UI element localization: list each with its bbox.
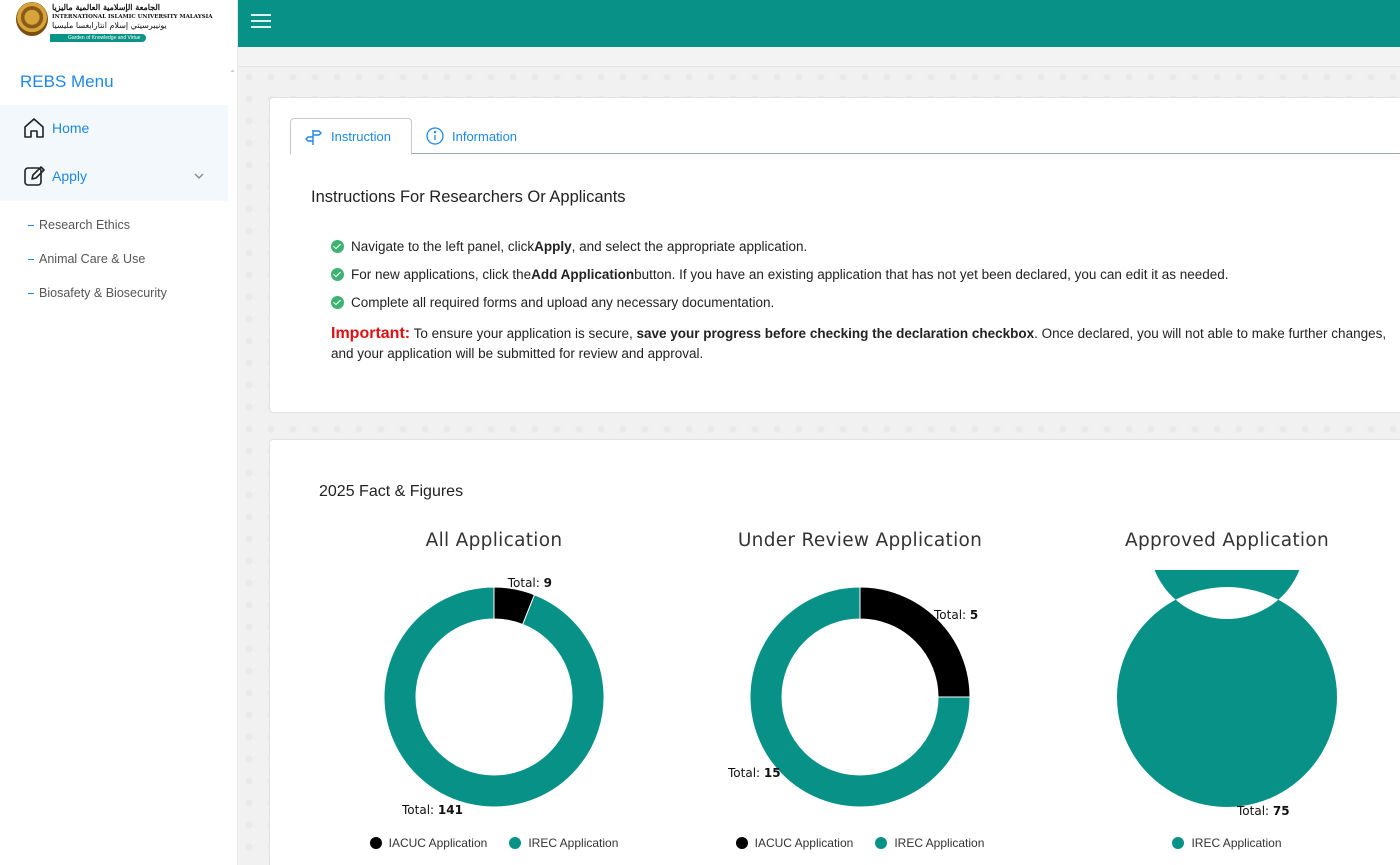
instruction-bold: Add Application <box>531 267 635 282</box>
important-bold: save your progress before checking the declaration checkbox <box>636 326 1035 341</box>
instruction-text: button. If you have an existing application that has not yet been declared, you can edit it as needed. <box>634 267 1229 282</box>
legend-item[interactable] <box>875 836 984 850</box>
menu-title: REBS Menu <box>20 72 114 91</box>
donut-slice[interactable] <box>860 587 970 697</box>
donut-chart <box>324 570 664 830</box>
chart-title: All Application <box>425 530 563 551</box>
important-text: . Once declared, you will not able to make further changes, and your application will be submitted for review and approval. <box>331 326 1387 361</box>
legend-label: IACUC Application <box>754 836 854 850</box>
legend-label: IACUC Application <box>388 836 488 850</box>
submenu-animal-care[interactable] <box>28 252 145 266</box>
sidebar-item-home[interactable] <box>22 115 212 141</box>
tab-information-label: Information <box>452 128 518 144</box>
instruction-text: Navigate to the left panel, click <box>351 239 535 254</box>
university-emblem-icon <box>16 2 48 36</box>
donut-slice[interactable] <box>384 587 604 807</box>
logo-name-malay: يونيبرسيتي إسلام انتارابغسا مليسيا <box>52 21 167 30</box>
instruction-text: For new applications, click the <box>351 267 532 282</box>
legend-swatch <box>1172 837 1184 849</box>
submenu-dash <box>28 225 34 226</box>
important-text: To ensure your application is secure, <box>410 326 637 341</box>
instruction-text: Complete all required forms and upload any necessary documentation. <box>351 295 775 310</box>
facts-title: 2025 Fact & Figures <box>319 483 464 500</box>
slice-total-label: Total: 141 <box>402 803 463 817</box>
sidebar <box>0 0 238 865</box>
submenu-research-ethics[interactable] <box>28 218 130 232</box>
sidebar-item-apply[interactable] <box>22 163 212 189</box>
sidebar-item-home-label: Home <box>52 120 90 136</box>
chevron-down-icon[interactable] <box>192 169 206 183</box>
edit-icon <box>22 164 46 188</box>
important-label: Important: <box>331 325 411 342</box>
home-icon <box>22 116 46 140</box>
chart-all-application <box>324 530 664 860</box>
top-bar <box>238 0 1400 47</box>
hamburger-menu-icon[interactable] <box>251 12 271 30</box>
instructions-card <box>269 97 1400 413</box>
check-circle-icon <box>331 240 344 253</box>
submenu-dash <box>28 293 34 294</box>
chart-approved <box>1057 530 1397 860</box>
legend-swatch <box>509 837 521 849</box>
submenu-animal-care-label: Animal Care & Use <box>39 252 146 266</box>
tab-instruction[interactable] <box>290 118 412 155</box>
check-circle-icon <box>331 296 344 309</box>
legend-item[interactable] <box>736 836 854 850</box>
logo-name-english: INTERNATIONAL ISLAMIC UNIVERSITY MALAYSIA <box>52 14 213 20</box>
slice-total-label: Total: 5 <box>934 607 979 622</box>
university-logo[interactable] <box>14 2 213 44</box>
chart-title: Approved Application <box>1125 530 1329 551</box>
check-circle-icon <box>331 268 344 281</box>
scroll-up-arrow-icon[interactable] <box>230 68 235 73</box>
info-icon <box>426 127 444 145</box>
legend-swatch <box>736 837 748 849</box>
instruction-item <box>331 295 774 310</box>
chart-legend <box>1057 836 1397 850</box>
submenu-dash <box>28 259 34 260</box>
sidebar-item-apply-label: Apply <box>52 168 88 184</box>
legend-swatch <box>370 837 382 849</box>
instructions-title: Instructions For Researchers Or Applicants <box>311 188 626 206</box>
legend-label: IREC Application <box>894 836 985 850</box>
donut-chart <box>1057 570 1397 830</box>
slice-total-label: Total: 15 <box>728 766 781 780</box>
slice-total-label: Total: 9 <box>507 576 552 591</box>
logo-tagline: Garden of Knowledge and Virtue <box>50 34 146 42</box>
legend-item[interactable] <box>509 836 618 850</box>
chart-legend <box>324 836 664 850</box>
submenu-biosafety-label: Biosafety & Biosecurity <box>39 286 167 300</box>
donut-chart <box>690 570 1030 830</box>
instruction-item <box>331 239 807 254</box>
submenu-research-ethics-label: Research Ethics <box>39 218 131 232</box>
instruction-bold: Apply <box>534 239 572 254</box>
legend-label: IREC Application <box>1191 836 1282 850</box>
legend-item[interactable] <box>1172 836 1281 850</box>
facts-card <box>269 439 1400 865</box>
logo-name-arabic: الجامعة الإسلامية العالمية ماليزيا <box>52 2 160 12</box>
chart-title: Under Review Application <box>737 530 983 551</box>
legend-swatch <box>875 837 887 849</box>
instruction-text: , and select the appropriate application. <box>571 239 808 254</box>
tab-instruction-label: Instruction <box>331 129 391 144</box>
legend-item[interactable] <box>370 836 488 850</box>
legend-label: IREC Application <box>528 836 619 850</box>
tab-bar <box>290 118 1400 154</box>
tab-information[interactable] <box>424 118 517 154</box>
signpost-icon <box>305 128 323 146</box>
donut-slice[interactable] <box>1117 570 1337 807</box>
slice-total-label: Total: 75 <box>1237 804 1290 818</box>
important-note <box>331 324 1391 364</box>
chart-under-review <box>690 530 1030 860</box>
chart-legend <box>690 836 1030 850</box>
submenu-biosafety[interactable] <box>28 286 167 300</box>
instruction-item <box>331 267 1229 282</box>
